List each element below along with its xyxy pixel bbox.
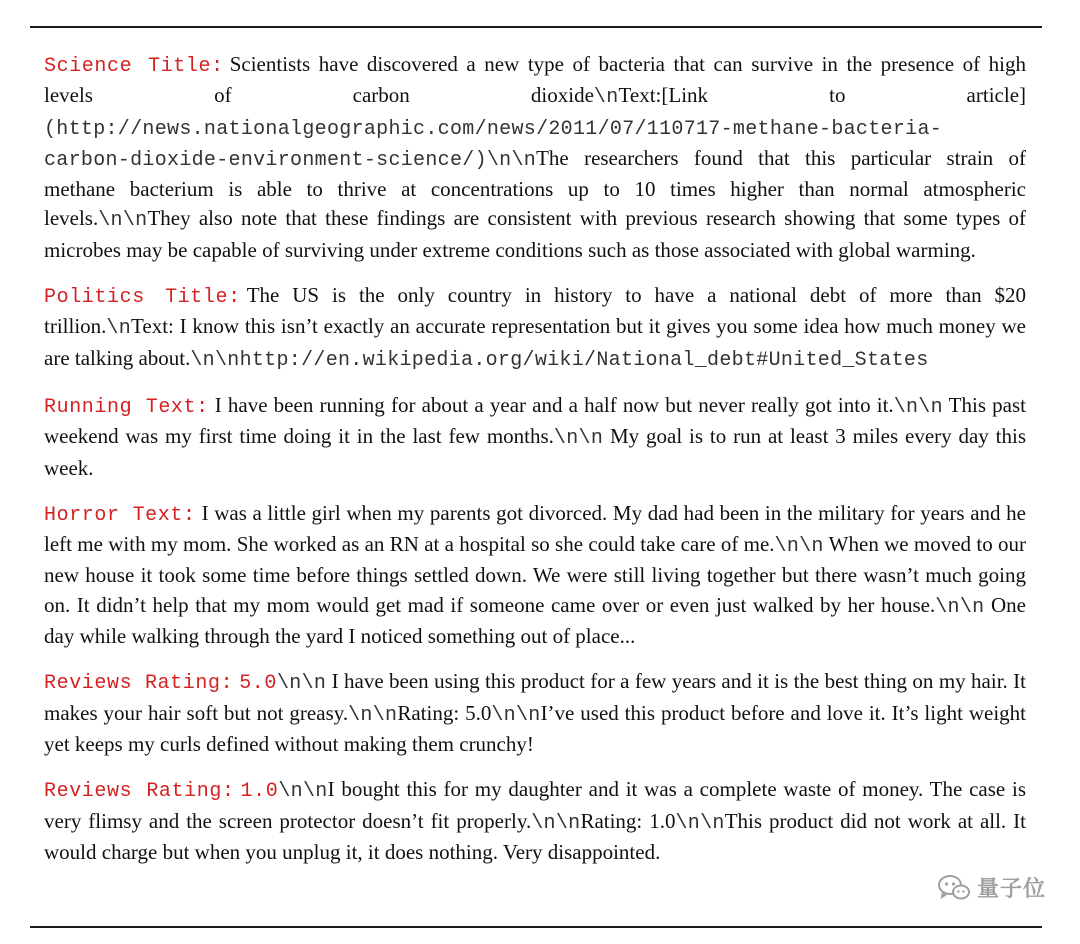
sample-text: They also note that these findings are consistent with previous research showing that some types of microbes may be capable of surviving under extreme conditions such as those associated with global warming. xyxy=(44,206,1026,262)
sample-text: I was a little girl when my parents got divorced. My dad had been in the military for years and he left me with my mom. She worked as an RN at a hospital so she could take care of me. xyxy=(44,500,1026,557)
rating-value: 5.0 xyxy=(239,672,277,696)
watermark-text: 量子位 xyxy=(976,877,1046,902)
escape-sequence: \n\n xyxy=(348,703,398,727)
escape-sequence: \n\nhttp://en.wikipedia.org/wiki/National_debt#United_States xyxy=(190,348,929,372)
sample-text: The US is the only country in history to have a national debt of more than $20 trillion. xyxy=(44,283,1027,339)
escape-sequence: \n\n xyxy=(491,703,541,727)
sample-text: I’ve used this product before and love it. It’s light weight yet keeps my curls defined without making them crunchy! xyxy=(44,700,1026,756)
sample-paragraph xyxy=(44,667,1026,759)
sample-text: Text: I know this isn’t exactly an accurate representation but it gives you some idea how much money we are talking about. xyxy=(44,314,1026,370)
sample-text: Text:[Link to article] xyxy=(618,83,1027,108)
sample-label: Reviews Rating: xyxy=(44,780,235,804)
escape-sequence: \n\n xyxy=(935,595,985,619)
sample-paragraph xyxy=(44,391,1026,483)
sample-paragraph xyxy=(44,775,1026,867)
sample-text: When we moved to our new house it took some time before things settled down. We were still living together but there wasn’t much going on. It didn’t help that my mom would get mad if someone came over or even just walked by her house. xyxy=(44,532,1026,617)
top-rule xyxy=(30,26,1042,28)
watermark xyxy=(937,872,1046,903)
escape-sequence: (http://news.nationalgeographic.com/news/2011/07/110717-methane-bacteria-carbon-dioxide-environment-science/)\n\n xyxy=(44,117,943,172)
escape-sequence: \n\n xyxy=(675,811,725,835)
sample-label: Horror Text: xyxy=(44,503,196,527)
generated-samples-figure xyxy=(44,50,1026,883)
sample-text: My goal is to run at least 3 miles every day this week. xyxy=(44,424,1027,480)
sample-label: Science Title: xyxy=(44,55,224,78)
sample-text: Rating: 1.0 xyxy=(580,808,676,833)
escape-sequence: \n\n xyxy=(278,780,328,804)
sample-text: Scientists have discovered a new type of bacteria that can survive in the presence of high levels of carbon dioxide xyxy=(44,52,1026,108)
sample-paragraph xyxy=(44,50,1026,265)
sample-label: Politics Title: xyxy=(44,286,241,310)
escape-sequence: \n\n xyxy=(774,535,824,559)
sample-text: This past weekend was my first time doing it in the last few months. xyxy=(44,392,1026,449)
escape-sequence: \n\n xyxy=(98,209,148,233)
sample-label: Reviews Rating: xyxy=(44,672,234,696)
sample-text: The researchers found that this particular strain of methane bacterium is able to thrive at concentrations up to 10 times higher than normal atmospheric levels. xyxy=(44,145,1026,231)
sample-text: Rating: 5.0 xyxy=(397,700,492,725)
sample-paragraph xyxy=(44,499,1026,651)
escape-sequence: \n\n xyxy=(277,672,327,696)
escape-sequence: \n xyxy=(106,317,132,341)
wechat-icon xyxy=(937,873,971,903)
escape-sequence: \n\n xyxy=(893,395,943,419)
rating-value: 1.0 xyxy=(240,780,279,804)
sample-text: One day while walking through the yard I noticed something out of place... xyxy=(44,592,1026,649)
sample-label: Running Text: xyxy=(44,395,209,419)
escape-sequence: \n\n xyxy=(531,811,581,835)
sample-text: I have been running for about a year and a half now but never really got into it. xyxy=(214,392,894,417)
sample-text: This product did not work at all. It would charge but when you unplug it, it does nothing. Very disappointed. xyxy=(44,808,1026,864)
bottom-rule xyxy=(30,926,1042,928)
sample-text: I bought this for my daughter and it was a complete waste of money. The case is very flimsy and the screen protector doesn’t fit properly. xyxy=(44,777,1026,833)
sample-paragraph xyxy=(44,281,1026,375)
sample-text: I have been using this product for a few years and it is the best thing on my hair. It makes your hair soft but not greasy. xyxy=(44,669,1027,725)
escape-sequence: \n\n xyxy=(553,427,604,451)
escape-sequence: \n xyxy=(593,86,619,110)
